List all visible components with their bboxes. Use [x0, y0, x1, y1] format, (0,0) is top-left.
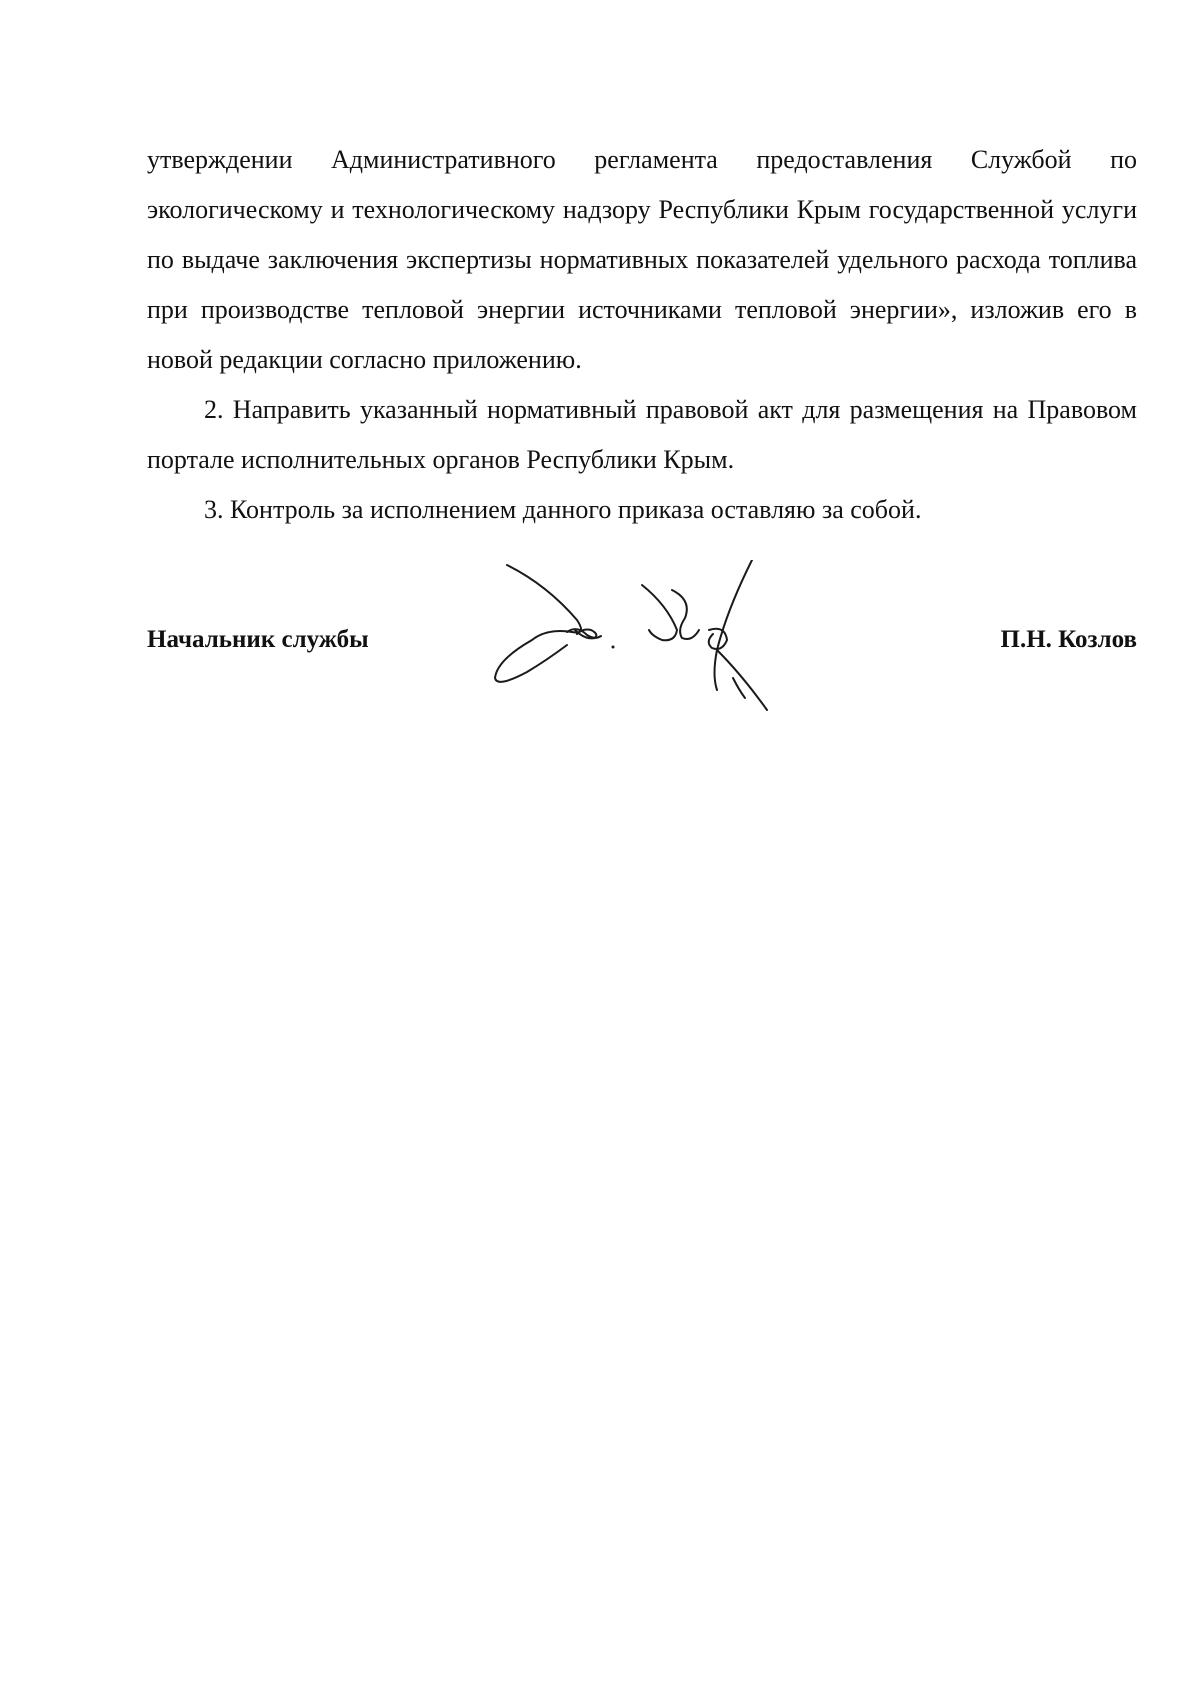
signature-block — [147, 560, 1137, 720]
handwritten-signature — [477, 560, 797, 720]
position-title: Начальник службы — [147, 626, 369, 653]
paragraph-item-2: 2. Направить указанный нормативный правовой акт для размещения на Правовом портале исполнительных органов Республики Крым. — [147, 395, 1137, 474]
document-body — [147, 135, 1137, 535]
signer-name: П.Н. Козлов — [1000, 626, 1137, 653]
paragraph-item-3: 3. Контроль за исполнением данного приказа оставляю за собой. — [204, 495, 922, 524]
paragraph-continuation: утверждении Административного регламента предоставления Службой по экологическому и технологическому надзору Республики Крым государственной услуги по выдаче заключения экспертизы нормативных показателей удельного расхода топлива при производстве тепловой энергии источниками тепловой энергии», изложив его в новой редакции согласно приложению. — [147, 145, 1137, 374]
